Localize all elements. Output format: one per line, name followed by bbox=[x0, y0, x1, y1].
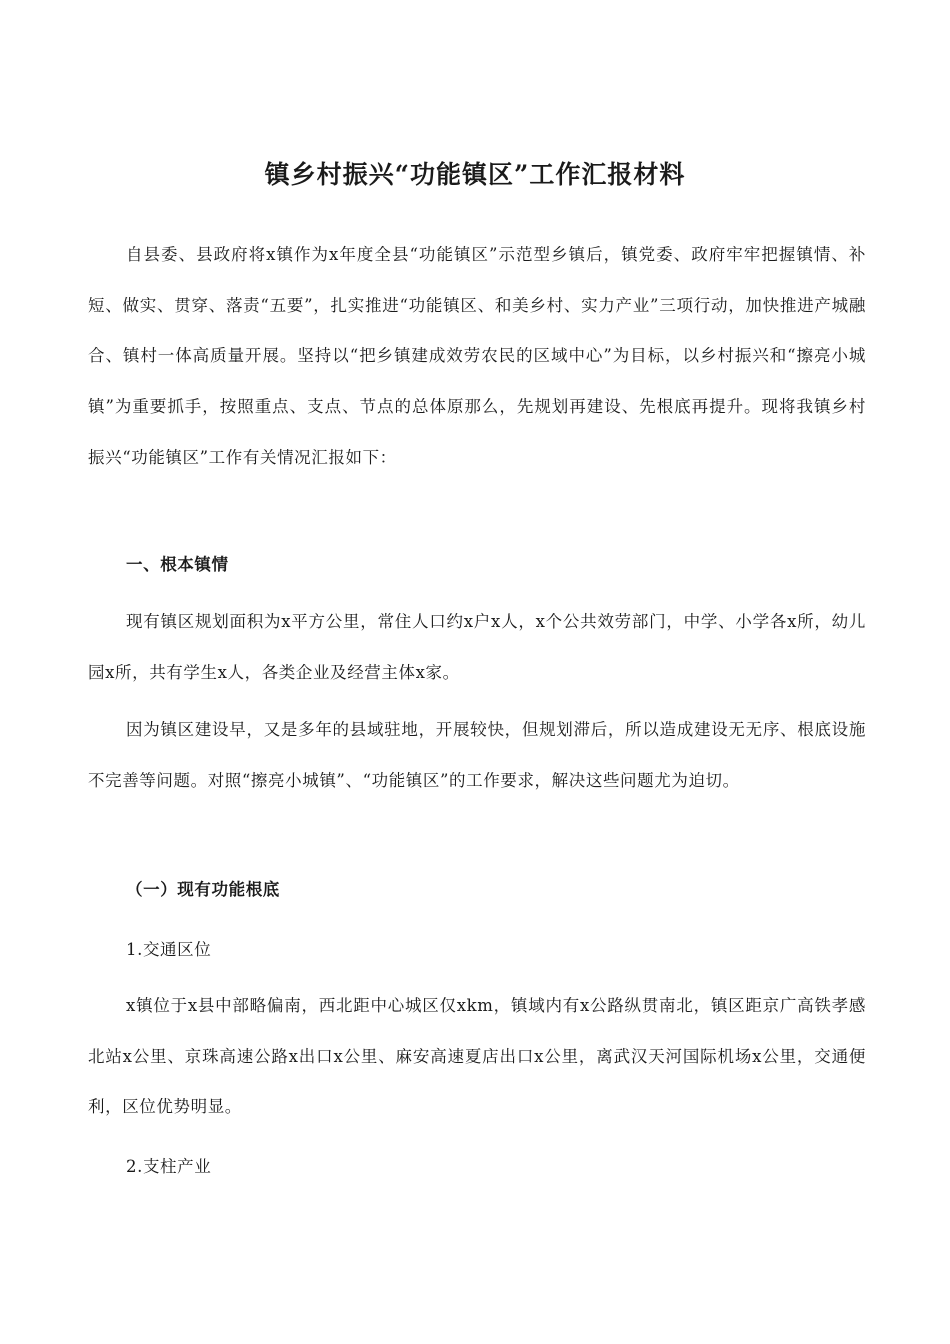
section-paragraph-overview: 现有镇区规划面积为x平方公里，常住人口约x户x人，x个公共效劳部门，中学、小学各x所，幼儿园x所，共有学生x人，各类企业及经营主体x家。 bbox=[88, 612, 866, 682]
section-paragraph-problems: 因为镇区建设早，又是多年的县域驻地，开展较快，但规划滞后，所以造成建设无无序、根底设施不完善等问题。对照“擦亮小城镇”、“功能镇区”的工作要求，解决这些问题尤为迫切。 bbox=[88, 720, 866, 790]
section-heading-basic-situation: 一、根本镇情 bbox=[126, 555, 229, 574]
item-heading-pillar-industry: 2.支柱产业 bbox=[126, 1157, 212, 1176]
subsection-heading-existing-functions: （一）现有功能根底 bbox=[126, 880, 280, 899]
item-heading-traffic-location: 1.交通区位 bbox=[126, 940, 212, 959]
item-paragraph-traffic-location: x镇位于x县中部略偏南，西北距中心城区仅xkm，镇域内有x公路纵贯南北，镇区距京广高铁孝感北站x公里、京珠高速公路x出口x公里、麻安高速夏店出口x公里，离武汉天河国际机场x公里，交通便利，区位优势明显。 bbox=[88, 996, 866, 1117]
document-title: 镇乡村振兴“功能镇区”工作汇报材料 bbox=[264, 160, 686, 189]
intro-paragraph: 自县委、县政府将x镇作为x年度全县“功能镇区”示范型乡镇后，镇党委、政府牢牢把握镇情、补短、做实、贯穿、落责“五要”，扎实推进“功能镇区、和美乡村、实力产业”三项行动，加快推进产城融合、镇村一体高质量开展。坚持以“把乡镇建成效劳农民的区域中心”为目标，以乡村振兴和“擦亮小城镇”为重要抓手，按照重点、支点、节点的总体原那么，先规划再建设、先根底再提升。现将我镇乡村振兴“功能镇区”工作有关情况汇报如下： bbox=[88, 245, 866, 467]
